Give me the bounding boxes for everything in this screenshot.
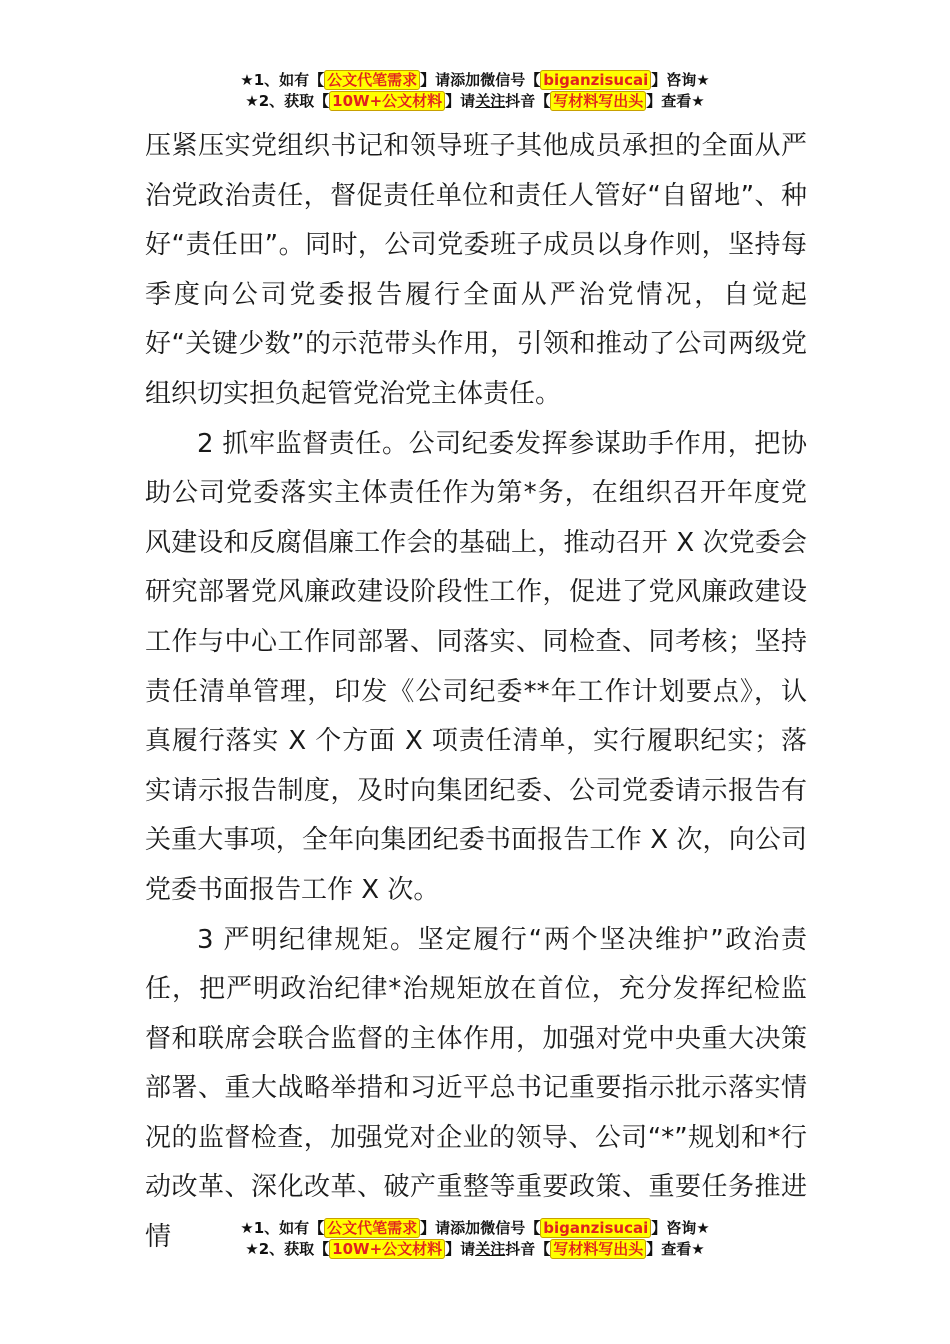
douyin-id-highlight: 写材料写出头 — [550, 1239, 646, 1259]
promo-text: 】咨询 — [651, 71, 697, 89]
promo-text: 2、获取【 — [258, 1240, 330, 1258]
body-paragraph: 3 严明纪律规矩。坚定履行“两个坚决维护”政治责任，把严明政治纪律*治规矩放在首位，充分发挥纪检监督和联席会联合监督的主体作用，加强对党中央重大决策部署、重大战略举措和习近平总书记重要指示批示落实情况的监督检查，加强党对企业的领导、公司“*”规划和*行动改革、深化改革、破产重整等重要政策、重要任务推进情 — [145, 924, 807, 1253]
promo-text: 】咨询 — [651, 1219, 697, 1237]
promo-text: 2、获取【 — [258, 92, 330, 110]
promo-emphasis: 关注 — [475, 1240, 506, 1258]
star-icon: ★ — [691, 1240, 705, 1258]
promo-text: 】请 — [420, 1219, 451, 1237]
star-icon: ★ — [240, 1219, 254, 1237]
promo-text: 抖音【 — [505, 1240, 551, 1258]
wechat-id-highlight: biganzisucai — [540, 70, 651, 90]
promo-text: 微信号【 — [480, 1219, 541, 1237]
promo-text: 】请 — [445, 92, 476, 110]
promo-line-1 — [0, 70, 950, 91]
footer-promo-banner — [0, 1218, 950, 1260]
promo-text: 】查看 — [646, 92, 692, 110]
promo-text: 1、如有【 — [253, 71, 325, 89]
promo-text: 】请 — [420, 71, 451, 89]
promo-text: 抖音【 — [505, 92, 551, 110]
body-paragraph: 压紧压实党组织书记和领导班子其他成员承担的全面从严治党政治责任，督促责任单位和责任人管好“自留地”、种好“责任田”。同时，公司党委班子成员以身作则，坚持每季度向公司党委报告履行全面从严治党情况，自觉起好“关键少数”的示范带头作用，引领和推动了公司两级党组织切实担负起管党治党主体责任。 — [145, 131, 807, 409]
promo-highlight: 10W+公文材料 — [329, 1239, 445, 1259]
promo-highlight: 公文代笔需求 — [324, 1218, 420, 1238]
promo-highlight: 公文代笔需求 — [324, 70, 420, 90]
body-paragraph: 2 抓牢监督责任。公司纪委发挥参谋助手作用，把协助公司党委落实主体责任作为第*务，在组织召开年度党风建设和反腐倡廉工作会的基础上，推动召开 X 次党委会研究部署党风廉政建设阶段性工作，促进了党风廉政建设工作与中心工作同部署、同落实、同检查、同考核；坚持责任清单管理，印发《公司纪委**年工作计划要点》，认真履行落实 X 个方面 X 项责任清单，实行履职纪实；落实请示报告制度，及时向集团纪委、公司党委请示报告有关重大事项，全年向集团纪委书面报告工作 X 次，向公司党委书面报告工作 X 次。 — [145, 428, 807, 905]
promo-emphasis: 添加 — [450, 1219, 481, 1237]
document-body — [145, 122, 807, 1263]
wechat-id-highlight: biganzisucai — [540, 1218, 651, 1238]
promo-line-2 — [0, 1239, 950, 1260]
promo-text: 】请 — [445, 1240, 476, 1258]
star-icon: ★ — [240, 71, 254, 89]
promo-text: 】查看 — [646, 1240, 692, 1258]
douyin-id-highlight: 写材料写出头 — [550, 91, 646, 111]
star-icon: ★ — [245, 1240, 259, 1258]
star-icon: ★ — [696, 71, 710, 89]
promo-highlight: 10W+公文材料 — [329, 91, 445, 111]
star-icon: ★ — [245, 92, 259, 110]
promo-line-1 — [0, 1218, 950, 1239]
promo-line-2 — [0, 91, 950, 112]
promo-emphasis: 关注 — [475, 92, 506, 110]
promo-text: 1、如有【 — [253, 1219, 325, 1237]
promo-emphasis: 添加 — [450, 71, 481, 89]
star-icon: ★ — [696, 1219, 710, 1237]
header-promo-banner — [0, 70, 950, 112]
star-icon: ★ — [691, 92, 705, 110]
promo-text: 微信号【 — [480, 71, 541, 89]
